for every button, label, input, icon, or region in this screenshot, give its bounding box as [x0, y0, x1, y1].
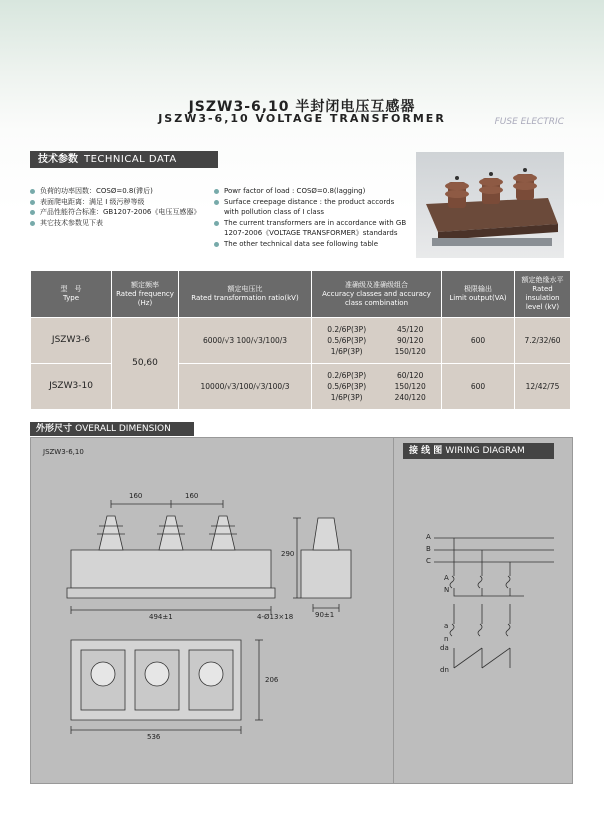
accuracy-class: 0.5/6P(3P)	[327, 336, 367, 345]
col-frequency-en: Rated frequency (Hz)	[116, 289, 174, 307]
accuracy-classes	[327, 324, 366, 357]
col-ratio-en: Rated transformation ratio(kV)	[191, 294, 299, 302]
col-limit	[442, 271, 515, 318]
col-type-cn: 型 号	[60, 285, 82, 293]
accuracy-loads	[395, 370, 426, 403]
accuracy-class: 1/6P(3P)	[330, 393, 363, 402]
col-accuracy-cn: 准确级及准确级组合	[345, 280, 408, 289]
cell-limit: 600	[442, 364, 515, 410]
cell-type: JSZW3-6	[31, 318, 112, 364]
terminal-dn: dn	[440, 666, 449, 674]
col-ratio-cn: 额定电压比	[227, 285, 263, 293]
dim-4-holes: 4-Ø13×18	[257, 613, 294, 621]
tech-bullet-en: Surface creepage distance : the product accords with pollution class of I class	[214, 197, 410, 218]
title-en: JSZW3-6,10 VOLTAGE TRANSFORMER	[158, 112, 446, 125]
col-type	[31, 271, 112, 318]
accuracy-class: 0.5/6P(3P)	[327, 382, 367, 391]
cell-ratio: 6000/√3 100/√3/100/3	[179, 318, 312, 364]
col-insulation-cn: 额定绝缘水平	[521, 276, 564, 284]
transformer-photo-illustration	[416, 152, 564, 258]
dim-494: 494±1	[149, 613, 173, 621]
cell-accuracy	[312, 318, 442, 364]
tech-bullet-cn: 负荷的功率因数：COSØ=0.8(滞后)	[30, 186, 210, 197]
accuracy-class: 1/6P(3P)	[330, 347, 363, 356]
wiring-diagram-header-en: WIRING DIAGRAM	[445, 446, 525, 456]
wiring-diagram-area	[393, 438, 573, 783]
accuracy-load: 150/120	[394, 382, 426, 391]
col-insulation-en: Rated insulation level (kV)	[525, 285, 560, 311]
terminal-da: da	[440, 644, 449, 652]
technical-data-header-cn: 技术参数	[38, 154, 78, 165]
accuracy-class: 0.2/6P(3P)	[327, 371, 367, 380]
terminal-N: N	[444, 586, 450, 594]
terminal-B: B	[426, 545, 431, 553]
specification-table	[30, 270, 571, 410]
tech-bullet-en: The other technical data see following table	[214, 239, 410, 250]
wiring-diagram	[394, 438, 573, 783]
cell-accuracy	[312, 364, 442, 410]
cell-ratio: 10000/√3/100/√3/100/3	[179, 364, 312, 410]
accuracy-classes	[327, 370, 366, 403]
tech-bullets-cn	[30, 186, 210, 228]
drawing-model-label: JSZW3-6,10	[43, 448, 84, 456]
overall-dimension-header-cn: 外形尺寸	[36, 424, 73, 434]
overall-dimension-header-en: OVERALL DIMENSION	[75, 424, 171, 434]
col-type-en: Type	[62, 294, 80, 302]
product-photo	[416, 152, 564, 258]
dimension-drawing-panel	[30, 437, 573, 784]
table-row	[31, 318, 571, 364]
dim-206: 206	[265, 676, 279, 684]
terminal-n: n	[444, 635, 449, 643]
cell-frequency: 50,60	[112, 318, 179, 410]
cell-insulation: 12/42/75	[515, 364, 571, 410]
col-accuracy-en: Accuracy classes and accuracy class combination	[322, 289, 431, 307]
dim-160b: 160	[185, 492, 199, 500]
accuracy-load: 45/120	[396, 325, 424, 334]
accuracy-load: 90/120	[396, 336, 424, 345]
accuracy-load: 240/120	[394, 393, 426, 402]
technical-data-header	[30, 151, 218, 168]
tech-bullets-en	[214, 186, 410, 249]
wiring-diagram-header-cn: 接 线 图	[409, 446, 443, 456]
dim-536: 536	[147, 733, 161, 741]
col-insulation	[515, 271, 571, 318]
accuracy-load: 60/120	[396, 371, 424, 380]
tech-bullet-en: The current transformers are in accordance with GB 1207-2006《VOLTAGE TRANSFORMER》standards	[214, 218, 410, 239]
col-ratio	[179, 271, 312, 318]
cell-limit: 600	[442, 318, 515, 364]
overall-dimension-header	[30, 422, 194, 436]
cell-type: JSZW3-10	[31, 364, 112, 410]
brand-logo: FUSE ELECTRIC	[494, 117, 564, 127]
tech-bullet-en: Powr factor of load : COSØ=0.8(lagging)	[214, 186, 410, 197]
accuracy-class: 0.2/6P(3P)	[327, 325, 367, 334]
col-frequency	[112, 271, 179, 318]
accuracy-loads	[395, 324, 426, 357]
col-limit-cn: 极限输出	[464, 285, 492, 293]
wiring-diagram-header	[403, 443, 554, 459]
dimension-drawing	[31, 438, 393, 783]
cell-insulation: 7.2/32/60	[515, 318, 571, 364]
title-cn: JSZW3-6,10 半封闭电压互感器	[188, 99, 416, 115]
col-frequency-cn: 额定频率	[131, 280, 159, 289]
terminal-C: C	[426, 557, 431, 565]
dim-160a: 160	[129, 492, 143, 500]
tech-bullet-cn: 表面爬电距离：满足 I 级污秽等级	[30, 197, 210, 208]
technical-data-header-en: TECHNICAL DATA	[84, 154, 177, 165]
dim-290: 290	[281, 550, 295, 558]
col-accuracy	[312, 271, 442, 318]
terminal-A: A	[444, 574, 449, 582]
terminal-a: a	[444, 622, 449, 630]
col-limit-en: Limit output(VA)	[449, 294, 507, 302]
terminal-A: A	[426, 533, 431, 541]
accuracy-load: 150/120	[394, 347, 426, 356]
dim-90: 90±1	[315, 611, 335, 619]
tech-bullet-cn: 产品性能符合标准：GB1207-2006《电压互感器》	[30, 207, 210, 218]
tech-bullet-cn: 其它技术参数见下表	[30, 218, 210, 229]
